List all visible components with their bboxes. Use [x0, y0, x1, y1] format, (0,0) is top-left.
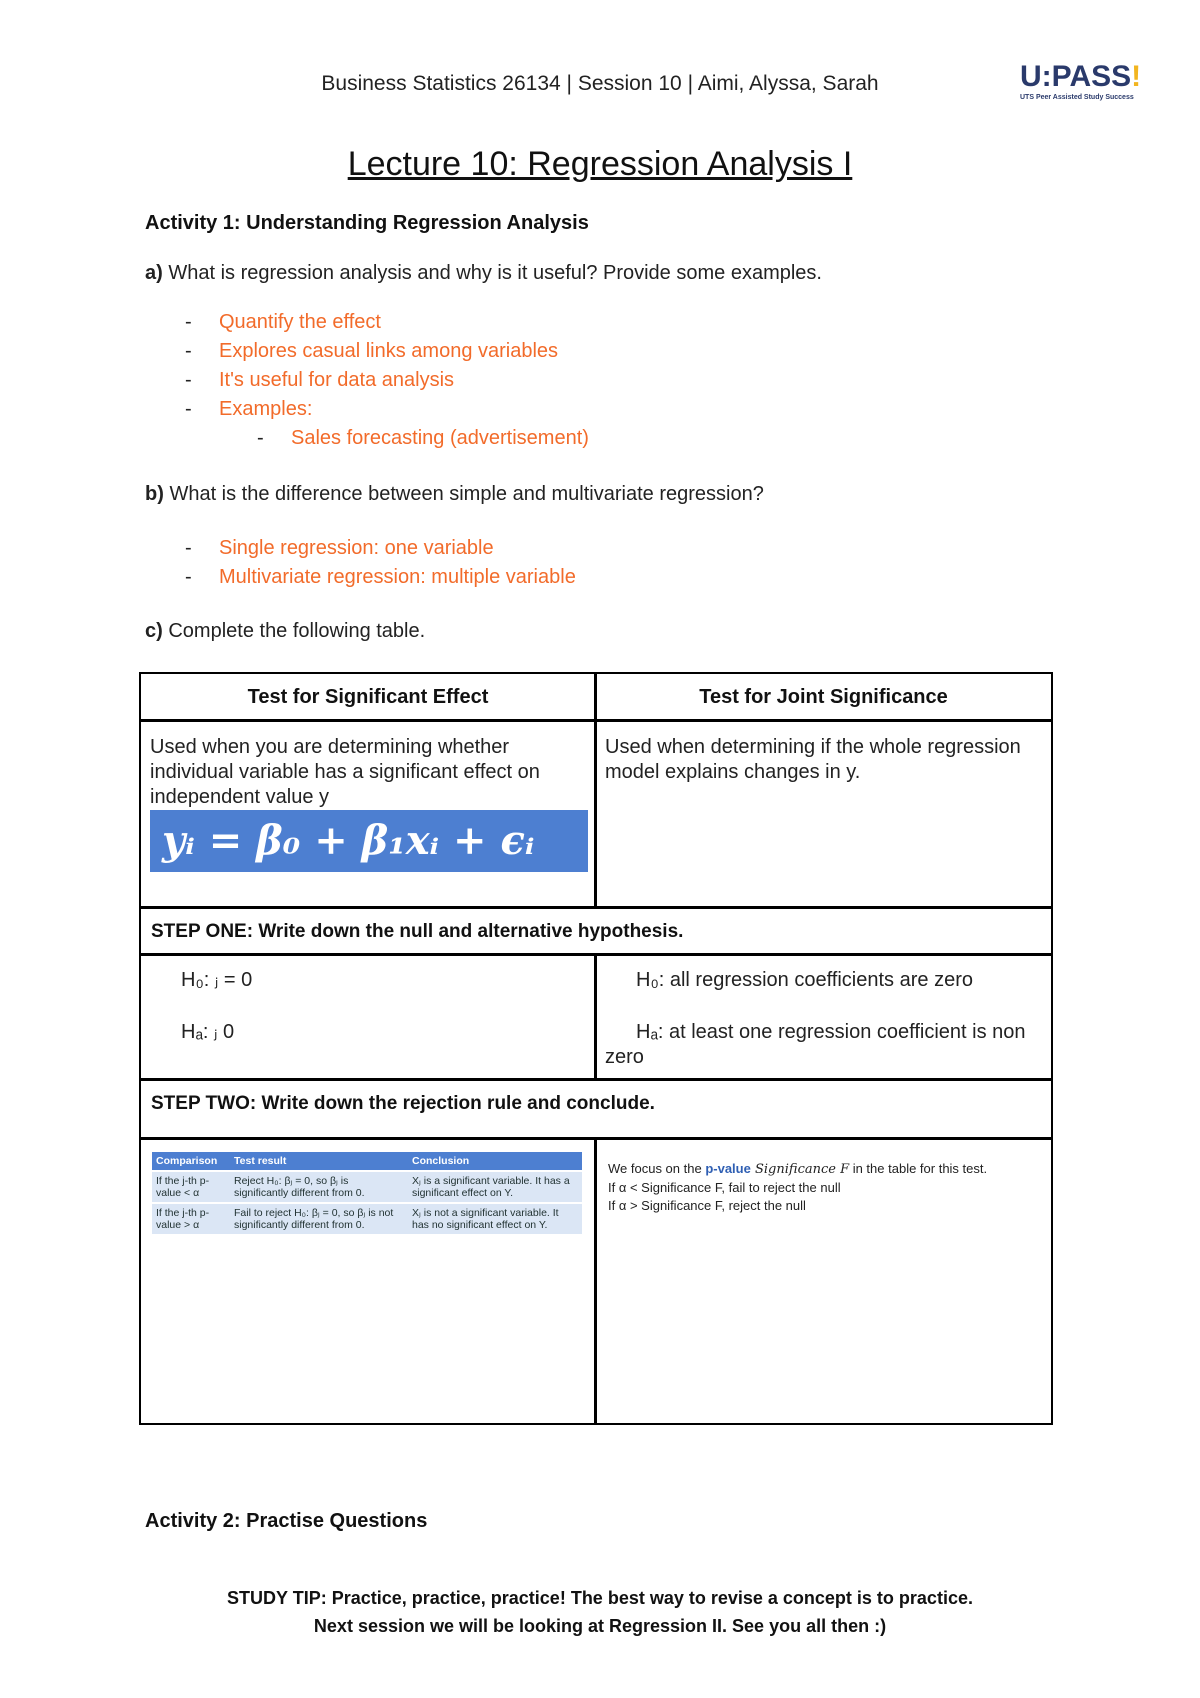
table-cell [594, 953, 1053, 1081]
logo-bang-text: ! [1131, 60, 1142, 93]
logo-main-text: U:PASS [1020, 60, 1132, 93]
question-a-label: a) [145, 262, 163, 284]
logo-subtitle: UTS Peer Assisted Study Success [1020, 94, 1134, 101]
question-c-text: Complete the following table. [162, 620, 426, 642]
h0-joint: H₀: all regression coefficients are zero [636, 969, 973, 991]
question-b-text: What is the difference between simple and multivariate regression? [163, 483, 764, 505]
ha-joint: Hₐ: at least one regression coefficient is non zero [605, 1021, 1026, 1068]
sub-list-item: - Sales forecasting (advertisement) [257, 427, 589, 449]
h0-individual: H₀: ⱼ = 0 [181, 969, 253, 991]
list-item: - It's useful for data analysis [185, 369, 455, 391]
rejection-rule-table [152, 1152, 582, 1234]
question-b [145, 483, 764, 506]
col2-description: Used when determining if the whole regression model explains changes in y. [605, 736, 1021, 783]
question-c-label: c) [145, 620, 163, 642]
table-cell [139, 953, 597, 1081]
question-a [145, 262, 822, 285]
list-item: - Explores casual links among variables [185, 340, 559, 362]
step-two-row: STEP TWO: Write down the rejection rule and conclude. [139, 1078, 1053, 1140]
step-one-row: STEP ONE: Write down the null and alternative hypothesis. [139, 906, 1053, 956]
question-a-text: What is regression analysis and why is it useful? Provide some examples. [162, 262, 822, 284]
list-item: - Quantify the effect [185, 311, 381, 333]
list-item: - Examples: [185, 398, 313, 420]
significance-f-note: We focus on the p-value Significance F in the table for this test. If α < Significance F, fail to reject the null If α > Significance F, reject the null [608, 1161, 988, 1213]
column-header: Conclusion [408, 1152, 582, 1171]
question-b-label: b) [145, 483, 164, 505]
page-title: Lecture 10: Regression Analysis I [347, 145, 853, 183]
column-header: Test result [230, 1152, 408, 1171]
regression-formula: yᵢ = β₀ + β₁xᵢ + ϵᵢ [150, 810, 588, 872]
list-item: - Single regression: one variable [185, 537, 494, 559]
question-c [145, 620, 425, 643]
table-row [152, 1152, 582, 1171]
study-tip: STUDY TIP: Practice, practice, practice! The best way to revise a concept is to practice. Next session we will be looking at Regression II. See you all then :) [227, 1588, 973, 1636]
table-header-cell: Test for Joint Significance [594, 672, 1053, 722]
table-header-cell: Test for Significant Effect [139, 672, 597, 722]
activity1-heading: Activity 1: Understanding Regression Analysis [145, 212, 589, 234]
upass-logo [1020, 62, 1170, 112]
activity2-heading: Activity 2: Practise Questions [145, 1510, 428, 1532]
column-header: Comparison [152, 1152, 230, 1171]
header-text: Business Statistics 26134 | Session 10 | Aimi, Alyssa, Sarah [321, 72, 879, 95]
col1-description: Used when you are determining whether individual variable has a significant effect on independent value y [150, 736, 540, 808]
list-item: - Multivariate regression: multiple variable [185, 566, 576, 588]
table-cell [594, 719, 1053, 909]
ha-individual: Hₐ: ⱼ 0 [181, 1021, 235, 1043]
table-row: If the j-th p-value > α Fail to reject H₀: βⱼ = 0, so βⱼ is not significantly different from 0. Xⱼ is not a significant variable. It has no significant effect on Y. [152, 1203, 582, 1234]
table-row: If the j-th p-value < α Reject H₀: βⱼ = 0, so βⱼ is significantly different from 0. Xⱼ is a significant variable. It has a significant effect on Y. [152, 1171, 582, 1203]
